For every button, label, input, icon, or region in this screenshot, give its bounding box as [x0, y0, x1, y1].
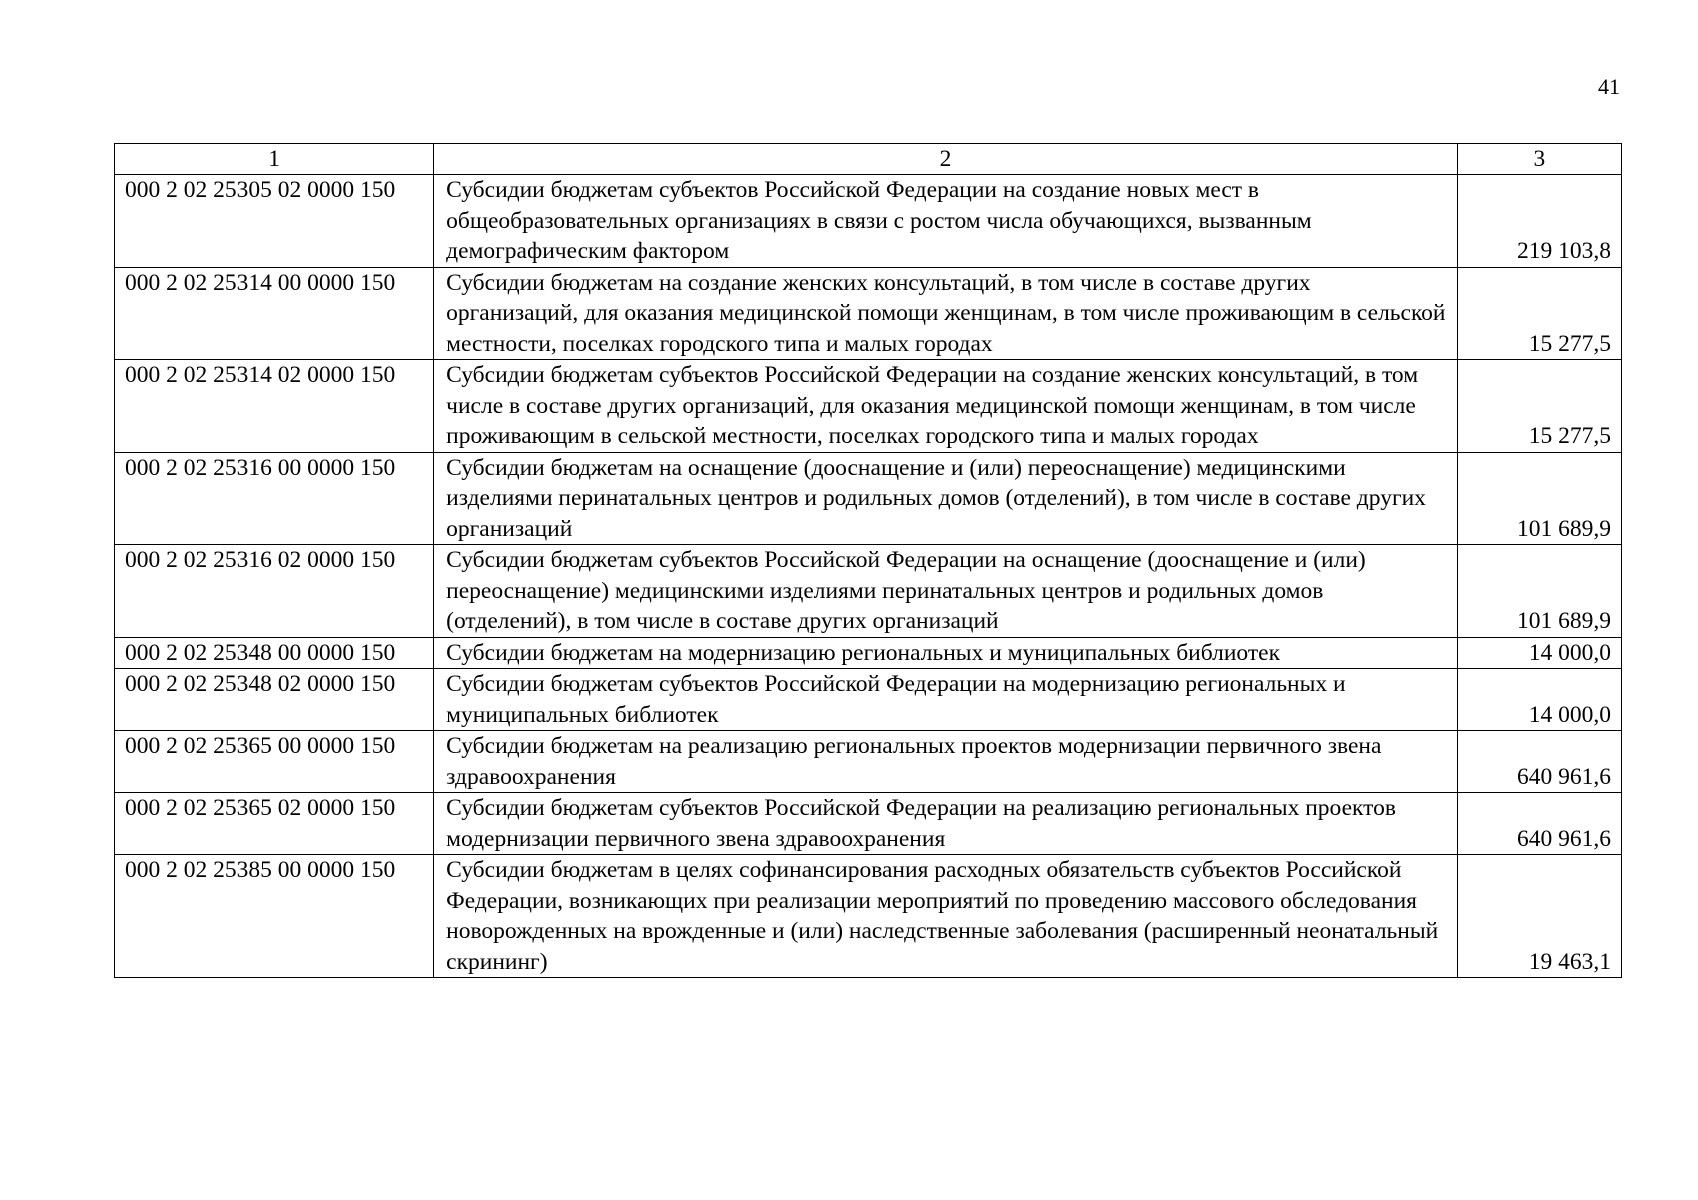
budget-table	[114, 143, 1622, 978]
item-description: Субсидии бюджетам субъектов Российской Федерации на реализацию региональных проектов модернизации первичного звена здравоохранения	[434, 793, 1458, 855]
item-amount: 19 463,1	[1457, 855, 1621, 978]
budget-code: 000 2 02 25348 00 0000 150	[115, 637, 434, 669]
item-description: Субсидии бюджетам на создание женских консультаций, в том числе в составе других организаций, для оказания медицинской помощи женщинам, в том числе проживающим в сельской местности, поселках городского типа и малых городах	[434, 267, 1458, 360]
budget-code: 000 2 02 25348 02 0000 150	[115, 669, 434, 731]
table-row	[115, 855, 1622, 978]
budget-code: 000 2 02 25314 00 0000 150	[115, 267, 434, 360]
table-row	[115, 267, 1622, 360]
table-row	[115, 669, 1622, 731]
item-description: Субсидии бюджетам субъектов Российской Федерации на создание новых мест в общеобразовательных организациях в связи с ростом числа обучающихся, вызванным демографическим фактором	[434, 175, 1458, 268]
budget-code: 000 2 02 25305 02 0000 150	[115, 175, 434, 268]
column-header-name: 2	[434, 144, 1458, 175]
item-amount: 14 000,0	[1457, 669, 1621, 731]
budget-code: 000 2 02 25365 02 0000 150	[115, 793, 434, 855]
item-amount: 15 277,5	[1457, 360, 1621, 453]
budget-code: 000 2 02 25314 02 0000 150	[115, 360, 434, 453]
budget-code: 000 2 02 25316 02 0000 150	[115, 545, 434, 638]
table-row	[115, 731, 1622, 793]
item-amount: 15 277,5	[1457, 267, 1621, 360]
header-row	[115, 144, 1622, 175]
column-header-code: 1	[115, 144, 434, 175]
item-description: Субсидии бюджетам в целях софинансирования расходных обязательств субъектов Российской Федерации, возникающих при реализации мероприятий по проведению массового обследования новорожденных на врожденные и (или) наследственные заболевания (расширенный неонатальный скрининг)	[434, 855, 1458, 978]
table-row	[115, 793, 1622, 855]
table-row	[115, 545, 1622, 638]
item-description: Субсидии бюджетам на оснащение (дооснащение и (или) переоснащение) медицинскими изделиями перинатальных центров и родильных домов (отделений), в том числе в составе других организаций	[434, 452, 1458, 545]
item-amount: 219 103,8	[1457, 175, 1621, 268]
column-header-amount: 3	[1457, 144, 1621, 175]
budget-code: 000 2 02 25365 00 0000 150	[115, 731, 434, 793]
table-row	[115, 360, 1622, 453]
item-amount: 640 961,6	[1457, 793, 1621, 855]
budget-code: 000 2 02 25385 00 0000 150	[115, 855, 434, 978]
item-amount: 101 689,9	[1457, 452, 1621, 545]
item-amount: 640 961,6	[1457, 731, 1621, 793]
budget-code: 000 2 02 25316 00 0000 150	[115, 452, 434, 545]
item-description: Субсидии бюджетам на реализацию региональных проектов модернизации первичного звена здравоохранения	[434, 731, 1458, 793]
item-amount: 101 689,9	[1457, 545, 1621, 638]
table-row	[115, 452, 1622, 545]
item-description: Субсидии бюджетам субъектов Российской Федерации на оснащение (дооснащение и (или) переоснащение) медицинскими изделиями перинатальных центров и родильных домов (отделений), в том числе в составе других организаций	[434, 545, 1458, 638]
page-number: 41	[1598, 74, 1620, 99]
item-description: Субсидии бюджетам на модернизацию региональных и муниципальных библиотек	[434, 637, 1458, 669]
item-description: Субсидии бюджетам субъектов Российской Федерации на модернизацию региональных и муниципальных библиотек	[434, 669, 1458, 731]
table-row	[115, 637, 1622, 669]
item-description: Субсидии бюджетам субъектов Российской Федерации на создание женских консультаций, в том числе в составе других организаций, для оказания медицинской помощи женщинам, в том числе проживающим в сельской местности, поселках городского типа и малых городах	[434, 360, 1458, 453]
table-row	[115, 175, 1622, 268]
item-amount: 14 000,0	[1457, 637, 1621, 669]
